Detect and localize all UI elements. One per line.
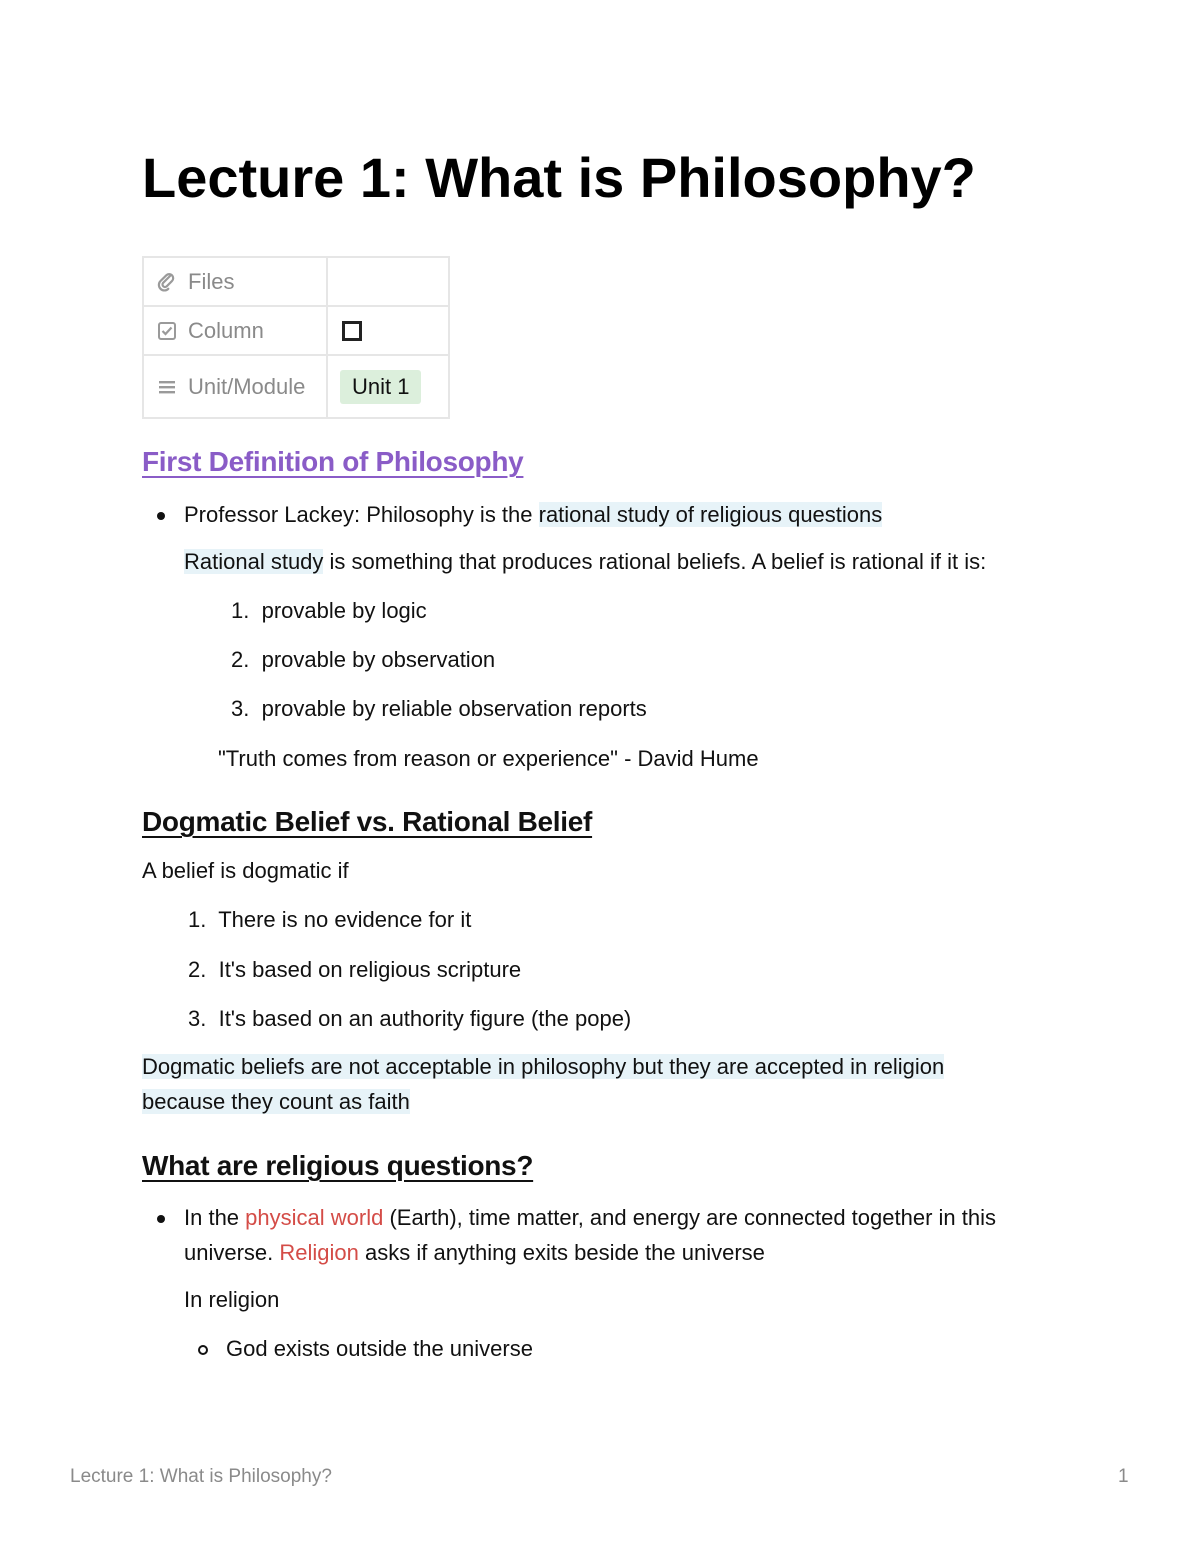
bullet-dot <box>157 512 165 520</box>
checkbox-property-icon <box>156 320 178 342</box>
dogmatic-highlight-line-2: because they count as faith <box>142 1089 410 1114</box>
unit-tag[interactable]: Unit 1 <box>340 370 421 404</box>
rational-study-paragraph: Rational study is something that produces rational beliefs. A belief is rational if it is: <box>184 549 987 574</box>
column-checkbox[interactable] <box>342 321 362 341</box>
footer-page-number: 1 <box>1118 1466 1129 1487</box>
lackey-definition: Professor Lackey: Philosophy is the rational study of religious questions <box>184 502 883 527</box>
property-label-files: Files <box>188 268 235 294</box>
list-item: 1. There is no evidence for it <box>188 907 472 932</box>
property-label-unit: Unit/Module <box>188 373 306 399</box>
hume-quote: "Truth comes from reason or experience" - David Hume <box>218 746 759 771</box>
property-row-column <box>143 306 449 355</box>
dogmatic-intro: A belief is dogmatic if <box>142 858 349 883</box>
property-row-files <box>143 257 449 306</box>
page-title: Lecture 1: What is Philosophy? <box>142 146 976 209</box>
god-outside-universe: God exists outside the universe <box>226 1336 533 1361</box>
bullet-ring <box>198 1345 208 1355</box>
list-icon <box>156 376 178 398</box>
in-religion-label: In religion <box>184 1287 280 1312</box>
physical-world-line-2: universe. Religion asks if anything exits beside the universe <box>184 1240 765 1265</box>
list-item: 3. provable by reliable observation reports <box>231 696 647 721</box>
footer-title: Lecture 1: What is Philosophy? <box>70 1466 332 1487</box>
section-heading-dogmatic: Dogmatic Belief vs. Rational Belief <box>142 806 593 837</box>
dogmatic-highlight-line-1: Dogmatic beliefs are not acceptable in philosophy but they are accepted in religion <box>142 1054 945 1079</box>
section-heading-religious-questions: What are religious questions? <box>142 1150 534 1181</box>
list-item: 2. provable by observation <box>231 647 496 672</box>
property-label-column: Column <box>188 317 264 343</box>
highlight-rational-study: rational study of religious questions <box>538 502 883 527</box>
property-value-files[interactable] <box>327 257 449 306</box>
physical-world-line-1: In the physical world (Earth), time matter, and energy are connected together in this <box>184 1205 996 1230</box>
paperclip-icon <box>156 271 178 293</box>
section-heading-first-definition: First Definition of Philosophy <box>142 446 524 477</box>
list-item: 2. It's based on religious scripture <box>188 957 522 982</box>
list-item: 1. provable by logic <box>231 598 427 623</box>
list-item: 3. It's based on an authority figure (the pope) <box>188 1006 632 1031</box>
properties-table <box>142 256 450 419</box>
property-row-unit <box>143 355 449 418</box>
bullet-dot <box>157 1215 165 1223</box>
